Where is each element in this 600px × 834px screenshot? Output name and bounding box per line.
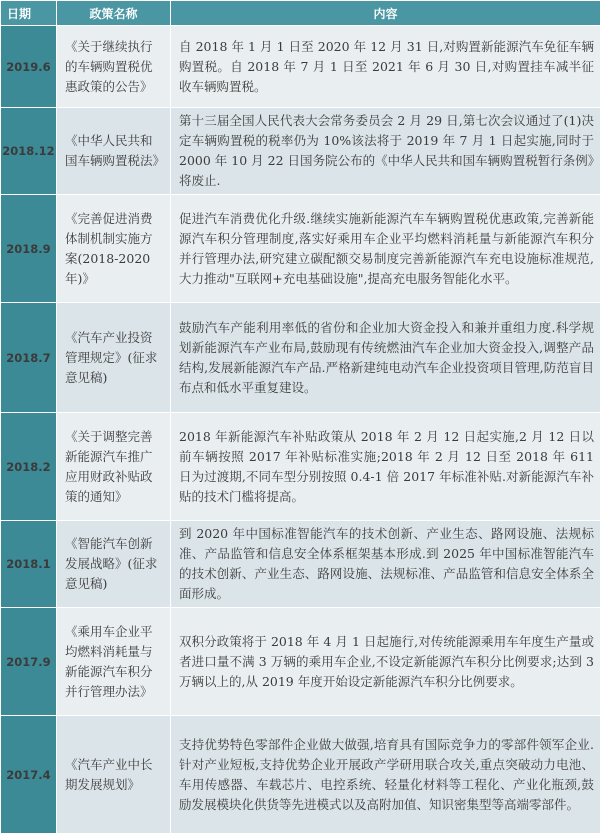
row-policy-name: 《智能汽车创新发展战略》(征求意见稿) [57, 521, 171, 608]
row-content: 2018 年新能源汽车补贴政策从 2018 年 2 月 12 日起实施,2 月 12 日以前车辆按照 2017 年补贴标准实施;2018 年 2 月 12 日至 2018 年 611 日为过渡期,不同车型分别按照 0.4-1 倍 2017 年标准补贴.对新能源汽车补贴的技术门槛将提高。 [171, 413, 600, 521]
row-content: 支持优势特色零部件企业做大做强,培育具有国际竞争力的零部件领军企业.针对产业短板,支持优势企业开展政产学研用联合攻关,重点突破动力电池、车用传感器、车载芯片、电控系统、轻量化材料等工程化、产业化瓶颈,鼓励发展模块化供货等先进模式以及高附加值、知识密集型等高端零部件。 [171, 716, 600, 834]
table-row [1, 608, 600, 716]
row-date: 2017.9 [1, 608, 57, 716]
header-policy-name: 政策名称 [57, 1, 171, 26]
table-row [1, 195, 600, 303]
row-policy-name: 《关于调整完善新能源汽车推广应用财政补贴政策的通知》 [57, 413, 171, 521]
table-row [1, 303, 600, 413]
table-header-row [1, 1, 600, 26]
row-content: 鼓励汽车产能利用率低的省份和企业加大资金投入和兼并重组力度.科学规划新能源汽车产业布局,鼓励现有传统燃油汽车企业加大资金投入,调整产品结构,发展新能源汽车产品.严格新建纯电动汽车企业投资项目管理,防范盲目布点和低水平重复建设。 [171, 303, 600, 413]
row-content: 促进汽车消费优化升级.继续实施新能源汽车车辆购置税优惠政策,完善新能源汽车积分管理制度,落实好乘用车企业平均燃料消耗量与新能源汽车积分并行管理办法,研究建立碳配额交易制度完善新能源汽车充电设施标准规范,大力推动"互联网+充电基础设施",提高充电服务智能化水平。 [171, 195, 600, 303]
row-content: 到 2020 年中国标准智能汽车的技术创新、产业生态、路网设施、法规标准、产品监管和信息安全体系框架基本形成.到 2025 年中国标准智能汽车的技术创新、产业生态、路网设施、法规标准、产品监管和信息安全体系全面形成。 [171, 521, 600, 608]
row-date: 2018.9 [1, 195, 57, 303]
table-row [1, 108, 600, 195]
row-content: 第十三届全国人民代表大会常务委员会 2 月 29 日,第七次会议通过了(1)决定车辆购置税的税率仍为 10%该法将于 2019 年 7 月 1 日起实施,同时于 2000 年 10 月 22 日国务院公布的《中华人民共和国车辆购置税暂行条例》将废止. [171, 108, 600, 195]
row-date: 2019.6 [1, 26, 57, 108]
table-row [1, 26, 600, 108]
row-policy-name: 《乘用车企业平均燃料消耗量与新能源汽车积分并行管理办法》 [57, 608, 171, 716]
table-row [1, 413, 600, 521]
header-content: 内容 [171, 1, 600, 26]
row-content: 双积分政策将于 2018 年 4 月 1 日起施行,对传统能源乘用车年度生产量或者进口量不满 3 万辆的乘用车企业,不设定新能源汽车积分比例要求;达到 3 万辆以上的,从 2019 年度开始设定新能源汽车积分比例要求。 [171, 608, 600, 716]
row-date: 2018.2 [1, 413, 57, 521]
table-row [1, 716, 600, 834]
row-date: 2018.12 [1, 108, 57, 195]
row-date: 2018.7 [1, 303, 57, 413]
row-date: 2017.4 [1, 716, 57, 834]
row-policy-name: 《汽车产业中长期发展规划》 [57, 716, 171, 834]
row-date: 2018.1 [1, 521, 57, 608]
row-policy-name: 《汽车产业投资管理规定》(征求意见稿) [57, 303, 171, 413]
row-policy-name: 《关于继续执行的车辆购置税优惠政策的公告》 [57, 26, 171, 108]
row-policy-name: 《中华人民共和国车辆购置税法》 [57, 108, 171, 195]
row-content: 自 2018 年 1 月 1 日至 2020 年 12 月 31 日,对购置新能源汽车免征车辆购置税。自 2018 年 7 月 1 日至 2021 年 6 月 30 日,对购置挂车减半征收车辆购置税。 [171, 26, 600, 108]
header-date: 日期 [1, 1, 57, 26]
table-row [1, 521, 600, 608]
row-policy-name: 《完善促进消费体制机制实施方案(2018-2020 年)》 [57, 195, 171, 303]
